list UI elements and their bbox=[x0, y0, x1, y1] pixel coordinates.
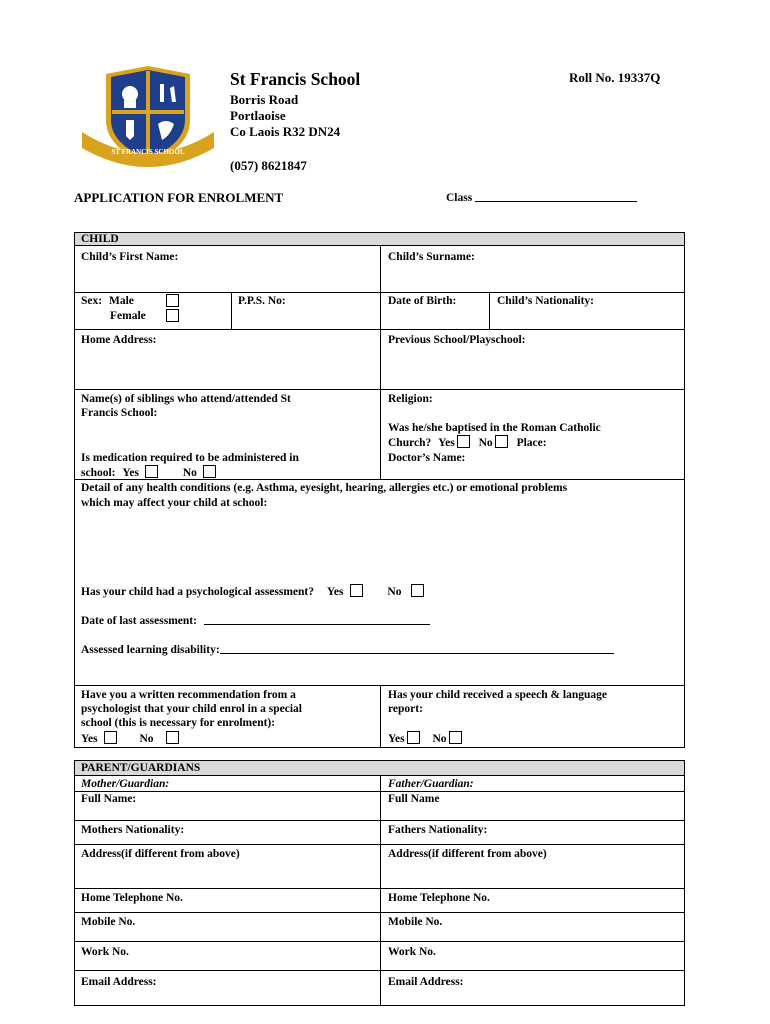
last-assessment-field[interactable] bbox=[81, 614, 430, 629]
psych-no-label: No bbox=[387, 586, 402, 598]
recommendation-line-1: Have you a written recommendation from a bbox=[81, 689, 296, 701]
surname-field[interactable]: Child’s Surname: bbox=[388, 251, 475, 263]
home-address-field[interactable]: Home Address: bbox=[81, 334, 157, 346]
class-input-line[interactable] bbox=[475, 201, 637, 202]
mother-nationality-field[interactable]: Mothers Nationality: bbox=[81, 824, 185, 836]
recommendation-line-3: school (this is necessary for enrolment): bbox=[81, 717, 276, 729]
baptised-yes-label: Yes bbox=[438, 437, 455, 449]
roll-number: Roll No. 19337Q bbox=[569, 70, 661, 85]
child-header-band bbox=[75, 233, 684, 246]
baptised-no-checkbox[interactable] bbox=[495, 435, 508, 448]
sex-label: Sex: bbox=[81, 295, 103, 307]
recommendation-yes-checkbox[interactable] bbox=[104, 731, 117, 744]
learning-disability-field[interactable] bbox=[81, 643, 614, 658]
address-line: Co Laois R32 DN24 bbox=[230, 124, 341, 139]
psych-assessment-question bbox=[81, 584, 424, 600]
speech-yes-checkbox[interactable] bbox=[407, 731, 420, 744]
parents-section-heading: PARENT/GUARDIANS bbox=[81, 762, 201, 774]
school-crest-logo bbox=[78, 62, 218, 168]
psych-no-checkbox[interactable] bbox=[411, 584, 424, 597]
medication-line-2: school: bbox=[81, 467, 116, 479]
baptised-yes-checkbox[interactable] bbox=[457, 435, 470, 448]
medication-yes-label: Yes bbox=[122, 467, 139, 479]
psych-yes-checkbox[interactable] bbox=[350, 584, 363, 597]
father-address-field[interactable]: Address(if different from above) bbox=[388, 848, 547, 860]
speech-no-label: No bbox=[432, 733, 447, 745]
mother-email-field[interactable]: Email Address: bbox=[81, 976, 157, 988]
address-line: Portlaoise bbox=[230, 108, 286, 123]
speech-options bbox=[388, 731, 462, 747]
baptised-question bbox=[388, 435, 547, 451]
last-assessment-line[interactable] bbox=[204, 624, 430, 625]
school-name: St Francis School bbox=[230, 69, 361, 89]
medication-no-label: No bbox=[182, 467, 197, 479]
mother-full-name-field[interactable]: Full Name: bbox=[81, 793, 137, 805]
male-checkbox[interactable] bbox=[166, 294, 179, 307]
health-line-2[interactable]: which may affect your child at school: bbox=[81, 497, 268, 509]
crest-ribbon-text: ST FRANCIS SCHOOL bbox=[111, 148, 185, 156]
medication-line-1: Is medication required to be administered in bbox=[81, 452, 299, 464]
first-name-field[interactable]: Child’s First Name: bbox=[81, 251, 179, 263]
siblings-line-1: Name(s) of siblings who attend/attended St bbox=[81, 393, 291, 405]
doctor-field[interactable]: Doctor’s Name: bbox=[388, 452, 466, 464]
psych-question-label: Has your child had a psychological assessment? bbox=[81, 586, 315, 598]
baptised-place-label[interactable]: Place: bbox=[516, 437, 547, 449]
male-label: Male bbox=[108, 295, 134, 307]
mother-home-phone-field[interactable]: Home Telephone No. bbox=[81, 892, 183, 904]
learning-disability-line[interactable] bbox=[220, 653, 614, 654]
baptised-line-2: Church? bbox=[388, 437, 432, 449]
father-email-field[interactable]: Email Address: bbox=[388, 976, 464, 988]
speech-yes-label: Yes bbox=[388, 733, 405, 745]
recommendation-line-2: psychologist that your child enrol in a special bbox=[81, 703, 302, 715]
father-mobile-field[interactable]: Mobile No. bbox=[388, 916, 443, 928]
learning-disability-label: Assessed learning disability: bbox=[81, 644, 220, 656]
address-line: Borris Road bbox=[230, 92, 299, 107]
female-label: Female bbox=[110, 310, 146, 322]
pps-field[interactable]: P.P.S. No: bbox=[238, 295, 286, 307]
health-line-1: Detail of any health conditions (e.g. Asthma, eyesight, hearing, allergies etc.) or emotional problems bbox=[81, 482, 568, 494]
recommendation-options bbox=[81, 731, 179, 747]
dob-field[interactable]: Date of Birth: bbox=[388, 295, 457, 307]
previous-school-field[interactable]: Previous School/Playschool: bbox=[388, 334, 526, 346]
father-nationality-field[interactable]: Fathers Nationality: bbox=[388, 824, 488, 836]
mother-address-field[interactable]: Address(if different from above) bbox=[81, 848, 240, 860]
speech-line-1: Has your child received a speech & language bbox=[388, 689, 608, 701]
medication-no-checkbox[interactable] bbox=[203, 465, 216, 478]
siblings-line-2: Francis School: bbox=[81, 407, 158, 419]
mother-heading: Mother/Guardian: bbox=[81, 778, 170, 790]
father-full-name-field[interactable]: Full Name bbox=[388, 793, 440, 805]
speech-line-2: report: bbox=[388, 703, 423, 715]
medication-question bbox=[81, 465, 216, 481]
father-heading: Father/Guardian: bbox=[388, 778, 474, 790]
recommendation-no-checkbox[interactable] bbox=[166, 731, 179, 744]
school-phone: (057) 8621847 bbox=[230, 158, 307, 173]
nationality-field[interactable]: Child’s Nationality: bbox=[497, 295, 595, 307]
medication-yes-checkbox[interactable] bbox=[145, 465, 158, 478]
recommendation-yes-label: Yes bbox=[81, 733, 98, 745]
religion-field[interactable]: Religion: bbox=[388, 393, 433, 405]
child-section-heading: CHILD bbox=[81, 233, 119, 245]
last-assessment-label: Date of last assessment: bbox=[81, 615, 197, 627]
father-home-phone-field[interactable]: Home Telephone No. bbox=[388, 892, 490, 904]
sex-field bbox=[81, 294, 134, 309]
baptised-no-label: No bbox=[478, 437, 493, 449]
mother-work-field[interactable]: Work No. bbox=[81, 946, 129, 958]
father-work-field[interactable]: Work No. bbox=[388, 946, 436, 958]
baptised-line-1: Was he/she baptised in the Roman Catholic bbox=[388, 422, 601, 434]
female-checkbox[interactable] bbox=[166, 309, 179, 322]
class-field[interactable] bbox=[446, 191, 637, 206]
mother-mobile-field[interactable]: Mobile No. bbox=[81, 916, 136, 928]
form-title: APPLICATION FOR ENROLMENT bbox=[74, 190, 284, 205]
class-label: Class bbox=[446, 192, 473, 204]
speech-no-checkbox[interactable] bbox=[449, 731, 462, 744]
psych-yes-label: Yes bbox=[326, 586, 344, 598]
recommendation-no-label: No bbox=[139, 733, 154, 745]
